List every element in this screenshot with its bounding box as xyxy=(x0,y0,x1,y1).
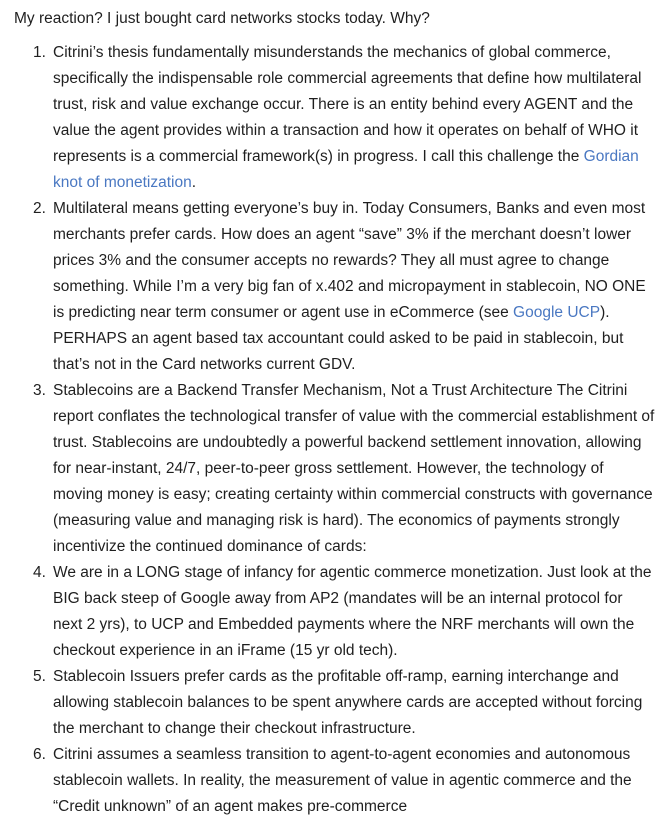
list-text: Stablecoin Issuers prefer cards as the profitable off-ramp, earning interchange and allowing stablecoin balances to be spent anywhere cards are accepted without forcing the merchant to change their checkout infrastructure. xyxy=(53,668,643,737)
list-number: 4. xyxy=(33,564,46,581)
gordian-knot-link[interactable]: Gordian knot of monetization xyxy=(53,148,639,191)
list-item xyxy=(0,560,672,664)
list-item xyxy=(0,664,672,742)
list-item xyxy=(0,40,672,196)
list-item xyxy=(0,742,672,820)
list-item xyxy=(0,196,672,378)
intro-paragraph: My reaction? I just bought card networks stocks today. Why? xyxy=(14,10,430,27)
list-number: 3. xyxy=(33,382,46,399)
list-number: 5. xyxy=(33,668,46,685)
list-item xyxy=(0,378,672,560)
list-text: We are in a LONG stage of infancy for agentic commerce monetization. Just look at the BIG back steep of Google away from AP2 (mandates will be an internal protocol for next 2 yrs), to UCP and Embedded payments where the NRF merchants will own the checkout experience in an iFrame (15 yr old tech). xyxy=(53,564,652,659)
google-ucp-link[interactable]: Google UCP xyxy=(513,304,601,321)
list-number: 1. xyxy=(33,44,46,61)
list-text-tail: ). PERHAPS an agent based tax accountant could asked to be paid in stablecoin, but that’s not in the Card networks current GDV. xyxy=(53,304,624,373)
list-text: Stablecoins are a Backend Transfer Mechanism, Not a Trust Architecture The Citrini report conflates the technological transfer of value with the commercial establishment of trust. Stablecoins are undoubtedly a powerful backend settlement innovation, allowing for near-instant, 24/7, peer-to-peer gross settlement. However, the technology of moving money is easy; creating certainty within commercial constructs with governance (measuring value and managing risk is hard). The economics of payments strongly incentivize the continued dominance of cards: xyxy=(53,382,655,555)
list-text-tail: . xyxy=(191,174,197,191)
list-number: 2. xyxy=(33,200,46,217)
numbered-list xyxy=(0,40,672,820)
list-text: Citrini’s thesis fundamentally misunderstands the mechanics of global commerce, specifically the indispensable role commercial agreements that define how multilateral trust, risk and value exchange occur. There is an entity behind every AGENT and the value the agent provides within a transaction and how it operates on behalf of WHO it represents is a commercial framework(s) in progress. I call this challenge the xyxy=(53,44,642,165)
list-text: Citrini assumes a seamless transition to agent-to-agent economies and autonomous stablecoin wallets. In reality, the measurement of value in agentic commerce and the “Credit unknown” of an agent makes pre-commerce xyxy=(53,746,632,815)
list-text: Multilateral means getting everyone’s buy in. Today Consumers, Banks and even most merchants prefer cards. How does an agent “save” 3% if the merchant doesn’t lower prices 3% and the consumer accepts no rewards? They all must agree to change something. While I’m a very big fan of x.402 and micropayment in stablecoin, NO ONE is predicting near term consumer or agent use in eCommerce (see xyxy=(53,200,646,321)
list-number: 6. xyxy=(33,746,46,763)
